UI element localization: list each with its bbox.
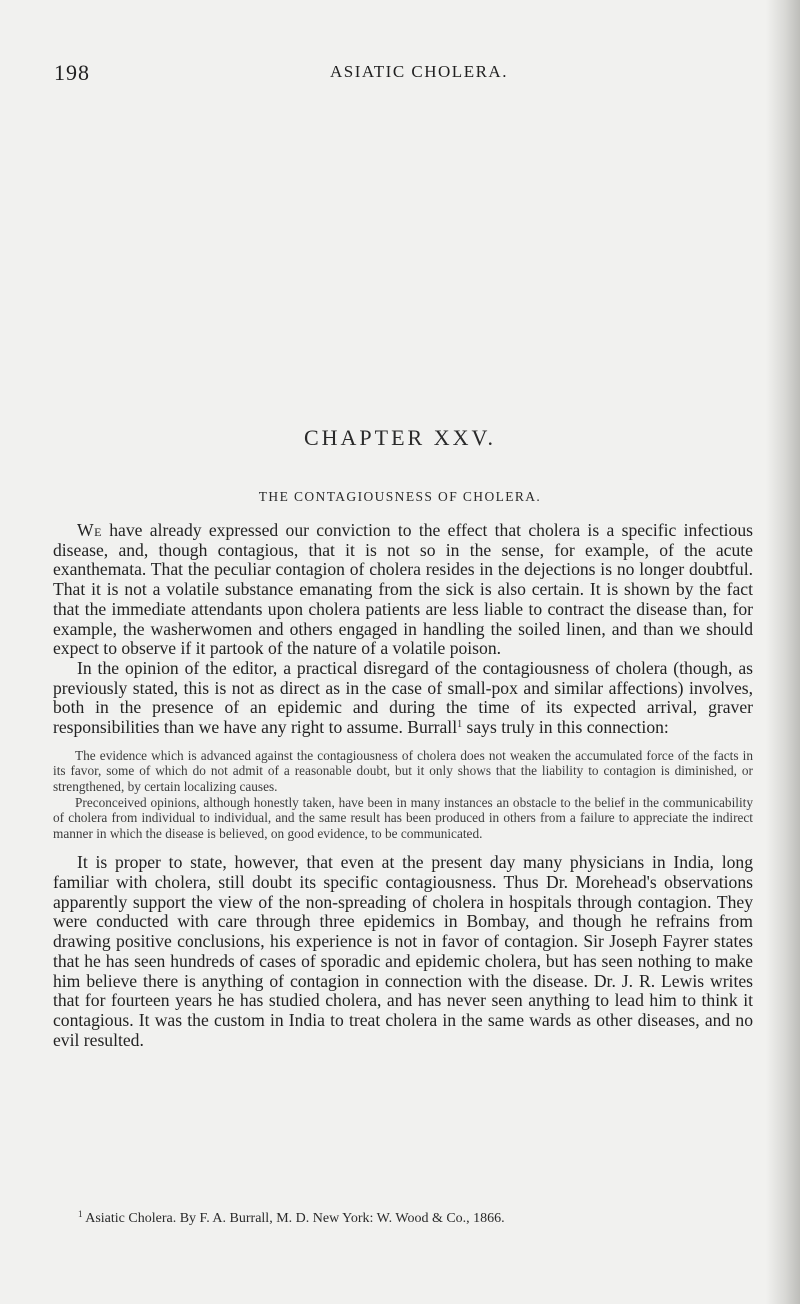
running-title: ASIATIC CHOLERA. [330,62,508,81]
paragraph-2-text-after: says truly in this connection: [462,717,669,738]
page-edge-shadow [766,0,800,1304]
page-number: 198 [54,60,90,85]
footnote-marker: 1 [78,1209,83,1219]
block-quote [53,748,753,842]
footnote [78,1211,758,1227]
chapter-subtitle: THE CONTAGIOUSNESS OF CHOLERA. [258,489,542,504]
footnote-text: Asiatic Cholera. By F. A. Burrall, M. D. New York: W. Wood & Co., 1866. [82,1211,505,1226]
paragraph-lead-word: We [77,520,102,540]
paragraph-1-text: have already expressed our conviction to the effect that cholera is a specific infectious disease, and, though contagious, that it is not so in the sense, for example, of the acute exanthemata. That the peculiar contagion of cholera resides in the dejections is no longer doubtful. That it is not a volatile substance emanating from the sick is also certain. It is shown by the fact that the immediate attendants upon cholera patients are less liable to contract the disease than, for example, the washerwomen and others engaged in handling the soiled linen, and than we should expect to observe if it partook of the nature of a volatile poison. [53,520,753,659]
quote-paragraph-1: The evidence which is advanced against the contagiousness of cholera does not weaken the accumulated force of the facts in its favor, some of which do not admit of a reasonable doubt, but it only shows that the liability to contagion is diminished, or strengthened, by certain localizing causes. [53,747,753,794]
paragraph-1 [53,521,753,659]
paragraph-3: It is proper to state, however, that even at the present day many physicians in India, long familiar with cholera, still doubt its specific contagiousness. Thus Dr. Morehead's observations apparently support the view of the non-spreading of cholera in hospitals through contagion. They were conducted with care through three epidemics in Bombay, and though he refrains from drawing positive conclusions, his experience is not in favor of contagion. Sir Joseph Fayrer states that he has seen hundreds of cases of sporadic and epidemic cholera, but has seen nothing to make him believe there is anything of contagion in connection with the disease. Dr. J. R. Lewis writes that for fourteen years he has studied cholera, and has never seen anything to lead him to think it contagious. It was the custom in India to treat cholera in the same wards as other diseases, and no evil resulted. [53,852,753,1050]
paragraph-2 [53,659,753,738]
paragraph-2-text-before: In the opinion of the editor, a practical disregard of the contagiousness of cholera (though, as previously stated, this is not as direct as in the case of small-pox and similar affections) involves, both in the presence of an epidemic and during the time of its expected arrival, graver responsibilities than we have any right to assume. Burrall [53,657,753,738]
chapter-title: CHAPTER XXV. [303,425,497,450]
body-text [53,521,753,1050]
footnote-reference[interactable]: 1 [457,719,463,731]
running-head [54,60,754,84]
quote-paragraph-2: Preconceived opinions, although honestly taken, have been in many instances an obstacle to the belief in the communicability of cholera from individual to individual, and the same result has been produced in others from a failure to appreciate the indirect manner in which the disease is believed, on good evidence, to be communicated. [53,794,753,841]
